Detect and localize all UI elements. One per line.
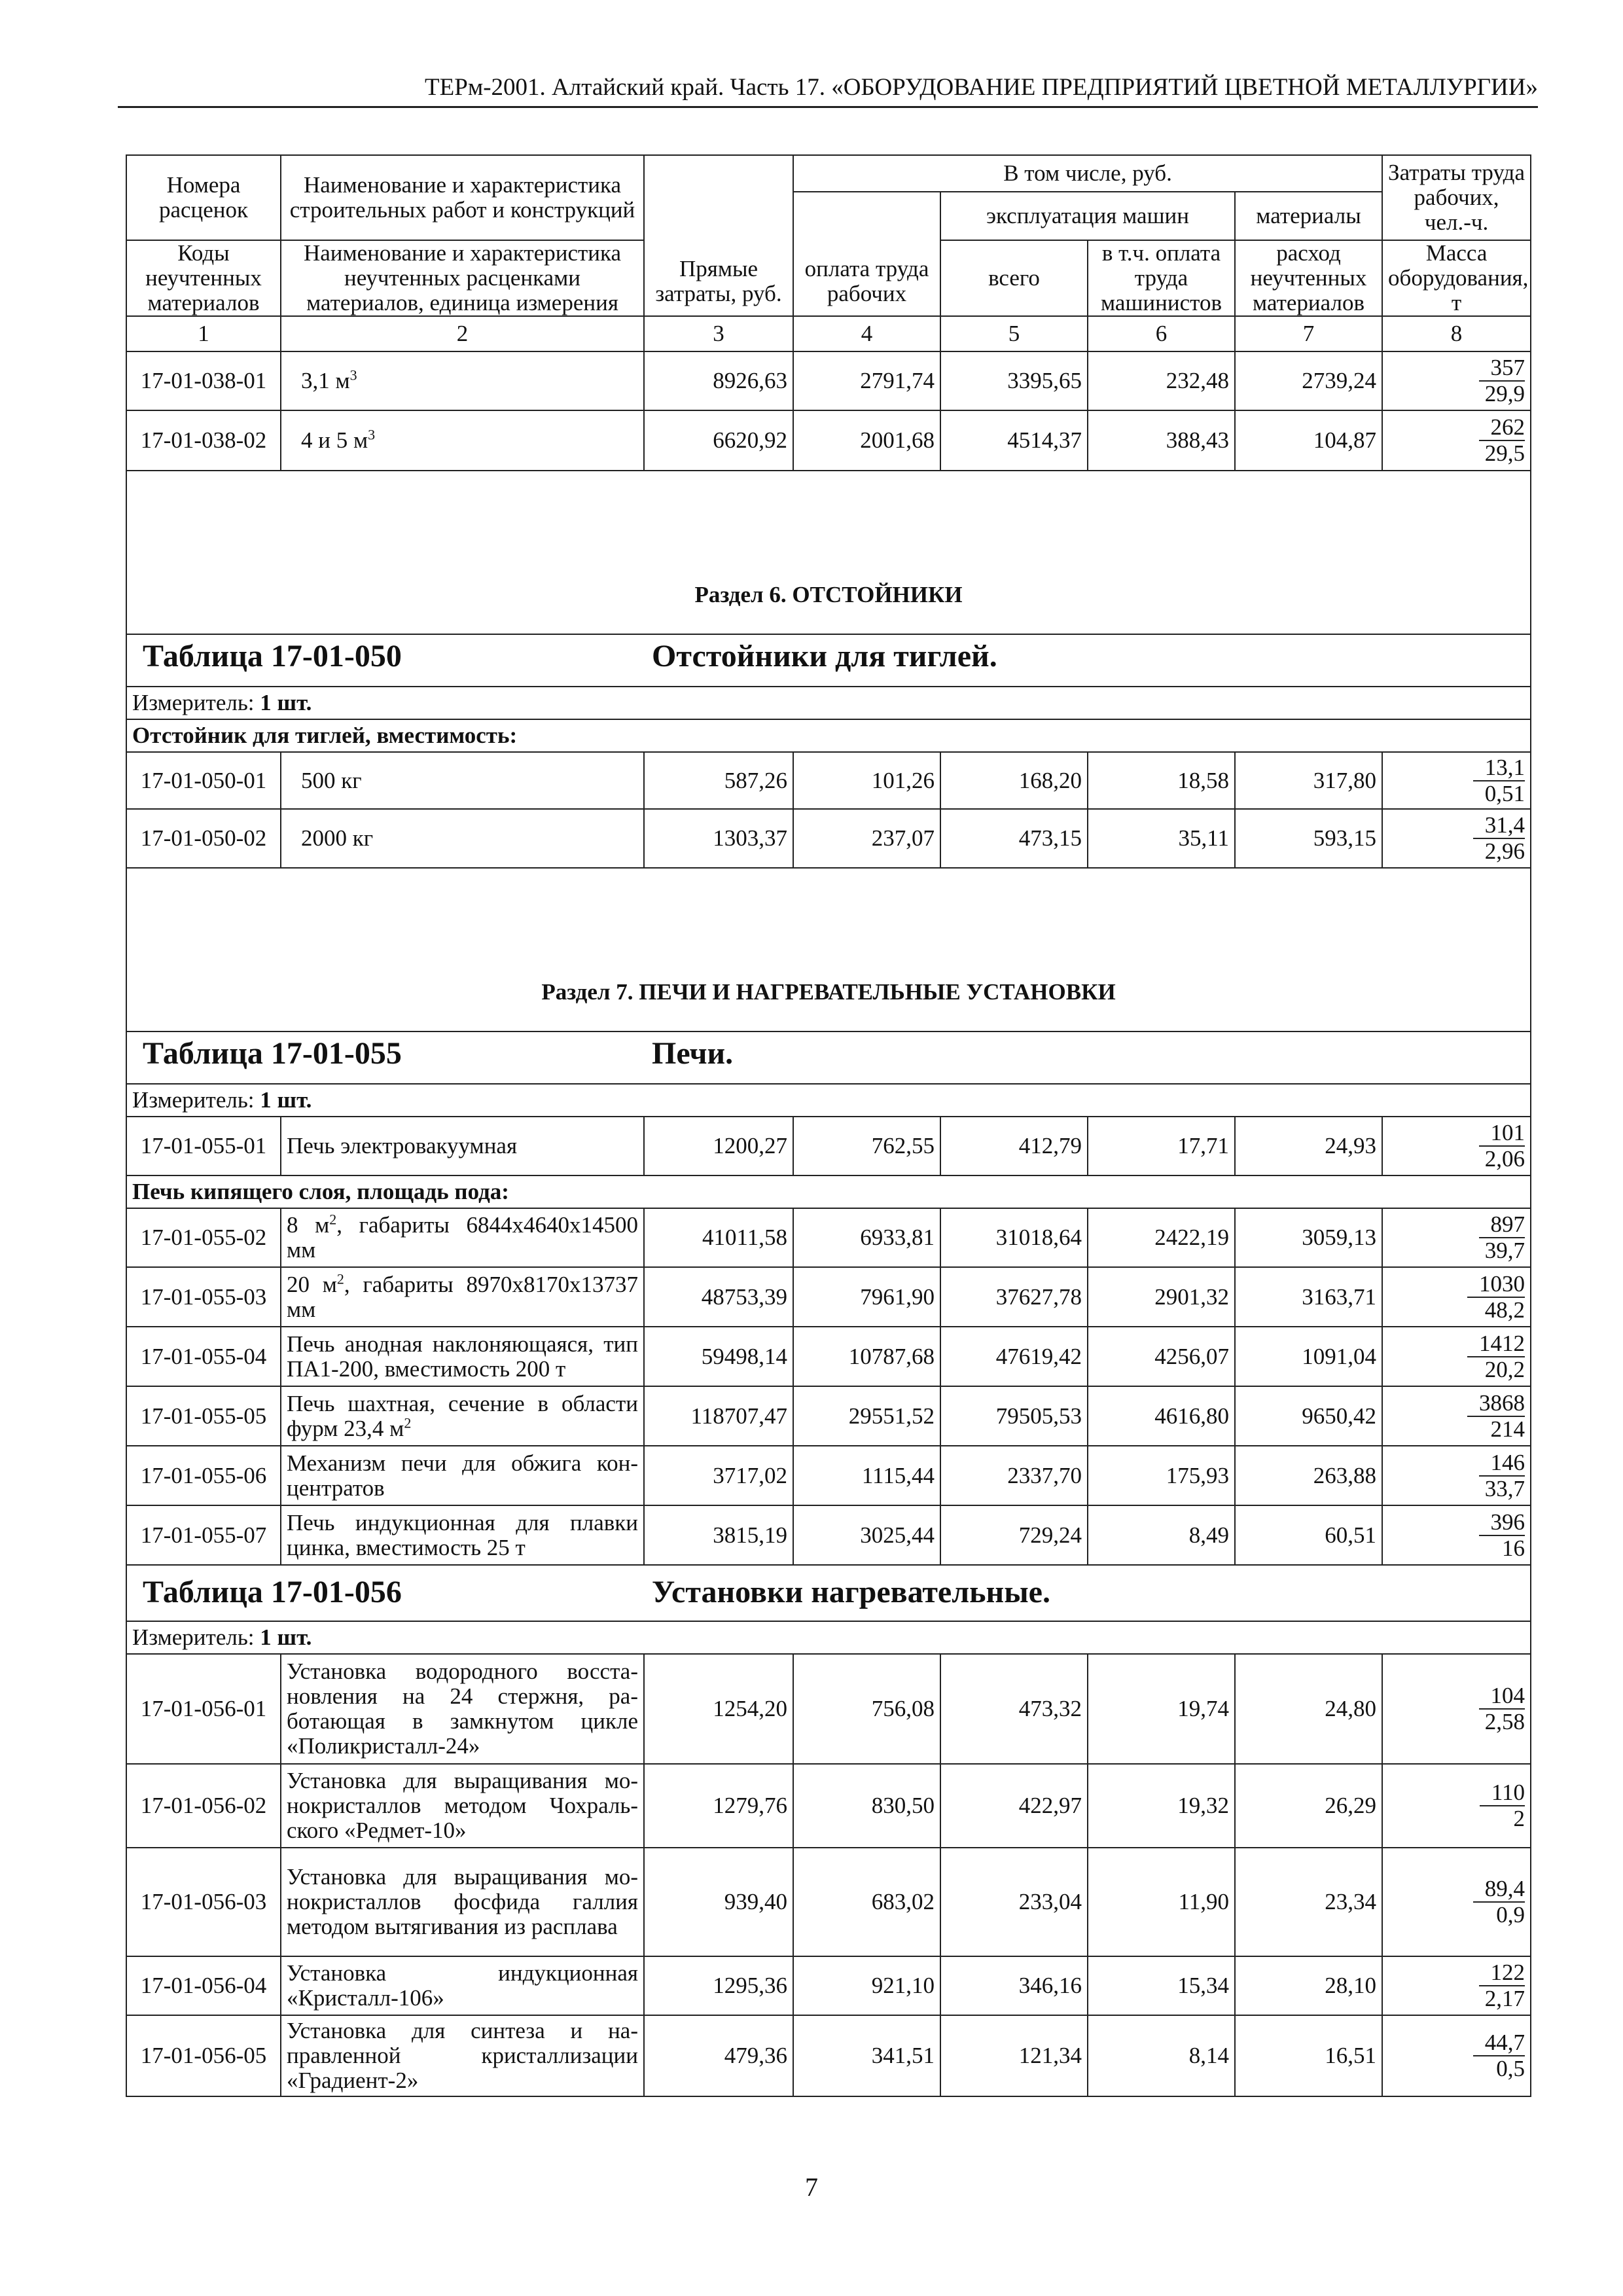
row-machines: 79505,53 xyxy=(940,1386,1088,1446)
row-labor-mass: $\frac{146}{33,7}$ xyxy=(1382,1446,1531,1505)
row-labor: 237,07 xyxy=(793,809,940,868)
col-num: 2 xyxy=(281,316,644,351)
row-direct: 939,40 xyxy=(644,1848,793,1956)
row-machinists: 175,93 xyxy=(1088,1446,1235,1505)
row-code: 17-01-056-01 xyxy=(126,1654,281,1764)
th-code-2: Коды неучтенных материалов xyxy=(126,240,281,316)
row-machines: 37627,78 xyxy=(940,1267,1088,1327)
row-machines: 3395,65 xyxy=(940,351,1088,410)
row-code: 17-01-055-02 xyxy=(126,1208,281,1267)
row-machinists: 2901,32 xyxy=(1088,1267,1235,1327)
column-numbers-row xyxy=(126,316,1531,351)
row-machines: 47619,42 xyxy=(940,1327,1088,1386)
th-machinists: в т.ч. оплата труда машинистов xyxy=(1088,240,1235,316)
row-code: 17-01-055-03 xyxy=(126,1267,281,1327)
row-code: 17-01-056-02 xyxy=(126,1764,281,1848)
table-row xyxy=(126,1446,1531,1505)
row-labor-mass: $\frac{110}{2}$ xyxy=(1382,1764,1531,1848)
row-code: 17-01-055-04 xyxy=(126,1327,281,1386)
row-machines: 233,04 xyxy=(940,1848,1088,1956)
page-number: 7 xyxy=(805,2172,818,2202)
row-name: Установка индукционная «Кристалл-106» xyxy=(281,1956,644,2015)
row-labor: 830,50 xyxy=(793,1764,940,1848)
table-056-title: Таблица 17-01-056 xyxy=(143,1575,402,1609)
table-row xyxy=(126,1327,1531,1386)
row-materials: 23,34 xyxy=(1235,1848,1382,1956)
row-machinists: 17,71 xyxy=(1088,1117,1235,1175)
th-mass: Масса оборудования, т xyxy=(1382,240,1531,316)
row-direct: 3717,02 xyxy=(644,1446,793,1505)
th-name-2: Наименование и характеристика неучтенных расценками материалов, единица измерения xyxy=(281,240,644,316)
table-055-group: Печь кипящего слоя, площадь пода: xyxy=(126,1175,1531,1208)
row-code: 17-01-056-04 xyxy=(126,1956,281,2015)
row-direct: 48753,39 xyxy=(644,1267,793,1327)
row-machinists: 4616,80 xyxy=(1088,1386,1235,1446)
row-code: 17-01-055-06 xyxy=(126,1446,281,1505)
row-direct: 8926,63 xyxy=(644,351,793,410)
row-machinists: 15,34 xyxy=(1088,1956,1235,2015)
row-labor: 1115,44 xyxy=(793,1446,940,1505)
row-labor-mass: $\frac{44,7}{0,5}$ xyxy=(1382,2015,1531,2096)
row-machinists: 8,49 xyxy=(1088,1505,1235,1565)
row-machinists: 2422,19 xyxy=(1088,1208,1235,1267)
row-name: Установка для выращивания монокристаллов фосфида галлия методом вытягивания из расплава xyxy=(281,1848,644,1956)
row-machines: 168,20 xyxy=(940,752,1088,809)
th-direct: Прямые затраты, руб. xyxy=(644,155,793,316)
row-name: Установка для выращивания монокристаллов методом Чохральского «Редмет-10» xyxy=(281,1764,644,1848)
row-materials: 24,80 xyxy=(1235,1654,1382,1764)
table-row xyxy=(126,752,1531,809)
row-name: Установка водородного восстановления на 24 стержня, работающая в замкнутом цикле «Поликристалл-24» xyxy=(281,1654,644,1764)
row-code: 17-01-055-05 xyxy=(126,1386,281,1446)
row-labor-mass: $\frac{396}{16}$ xyxy=(1382,1505,1531,1565)
row-machinists: 11,90 xyxy=(1088,1848,1235,1956)
row-labor-mass: $\frac{897}{39,7}$ xyxy=(1382,1208,1531,1267)
row-machines: 729,24 xyxy=(940,1505,1088,1565)
page-header xyxy=(118,72,1538,108)
row-machines: 473,15 xyxy=(940,809,1088,868)
col-num: 5 xyxy=(940,316,1088,351)
table-055-measure: Измеритель: 1 шт. xyxy=(126,1084,1531,1117)
row-machinists: 388,43 xyxy=(1088,410,1235,471)
table-055-title: Таблица 17-01-055 xyxy=(143,1036,402,1071)
table-row xyxy=(126,809,1531,868)
row-labor: 6933,81 xyxy=(793,1208,940,1267)
row-name: 8 $м^2$, габариты 6844х4640х14500 мм xyxy=(281,1208,644,1267)
row-materials: 263,88 xyxy=(1235,1446,1382,1505)
row-labor-mass: $\frac{1030}{48,2}$ xyxy=(1382,1267,1531,1327)
table-056-measure: Измеритель: 1 шт. xyxy=(126,1621,1531,1654)
row-labor-mass: $\frac{122}{2,17}$ xyxy=(1382,1956,1531,2015)
th-name-1: Наименование и характеристика строительных работ и конструкций xyxy=(281,155,644,240)
col-num: 4 xyxy=(793,316,940,351)
row-materials: 3059,13 xyxy=(1235,1208,1382,1267)
table-row xyxy=(126,1386,1531,1446)
row-machinists: 35,11 xyxy=(1088,809,1235,868)
table-row xyxy=(126,1764,1531,1848)
table-050-header xyxy=(126,634,1531,687)
row-code: 17-01-050-01 xyxy=(126,752,281,809)
section-6-title: Раздел 6. ОТСТОЙНИКИ xyxy=(126,471,1531,634)
row-labor: 341,51 xyxy=(793,2015,940,2096)
row-name: 500 кг xyxy=(281,752,644,809)
row-machines: 422,97 xyxy=(940,1764,1088,1848)
row-code: 17-01-050-02 xyxy=(126,809,281,868)
row-machinists: 19,32 xyxy=(1088,1764,1235,1848)
row-code: 17-01-038-02 xyxy=(126,410,281,471)
table-row xyxy=(126,351,1531,410)
row-materials: 1091,04 xyxy=(1235,1327,1382,1386)
col-num: 7 xyxy=(1235,316,1382,351)
table-row xyxy=(126,1956,1531,2015)
th-labor: оплата труда рабочих xyxy=(793,192,940,316)
row-labor-mass: $\frac{101}{2,06}$ xyxy=(1382,1117,1531,1175)
row-name: 20 $м^2$, габариты 8970х8170х13737 мм xyxy=(281,1267,644,1327)
row-machines: 4514,37 xyxy=(940,410,1088,471)
row-labor: 7961,90 xyxy=(793,1267,940,1327)
th-materials: материалы xyxy=(1235,192,1382,240)
table-row xyxy=(126,1848,1531,1956)
row-code: 17-01-056-03 xyxy=(126,1848,281,1956)
th-labor-cost: Затраты труда рабочих, чел.-ч. xyxy=(1382,155,1531,240)
table-row xyxy=(126,1117,1531,1175)
row-name: 4 и 5 $м^3$ xyxy=(281,410,644,471)
row-labor-mass: $\frac{13,1}{0,51}$ xyxy=(1382,752,1531,809)
row-materials: 317,80 xyxy=(1235,752,1382,809)
row-materials: 3163,71 xyxy=(1235,1267,1382,1327)
row-materials: 26,29 xyxy=(1235,1764,1382,1848)
price-table xyxy=(126,154,1531,2097)
row-machinists: 4256,07 xyxy=(1088,1327,1235,1386)
row-direct: 479,36 xyxy=(644,2015,793,2096)
row-direct: 41011,58 xyxy=(644,1208,793,1267)
th-code-1: Номера расценок xyxy=(126,155,281,240)
row-direct: 59498,14 xyxy=(644,1327,793,1386)
row-materials: 104,87 xyxy=(1235,410,1382,471)
row-name: 3,1 $м^3$ xyxy=(281,351,644,410)
row-code: 17-01-056-05 xyxy=(126,2015,281,2096)
row-machines: 412,79 xyxy=(940,1117,1088,1175)
row-labor-mass: $\frac{31,4}{2,96}$ xyxy=(1382,809,1531,868)
row-name: Печь шахтная, сечение в области фурм 23,4 $м^2$ xyxy=(281,1386,644,1446)
row-direct: 587,26 xyxy=(644,752,793,809)
row-labor: 29551,52 xyxy=(793,1386,940,1446)
row-name: 2000 кг xyxy=(281,809,644,868)
row-machinists: 232,48 xyxy=(1088,351,1235,410)
section-7-title: Раздел 7. ПЕЧИ И НАГРЕВАТЕЛЬНЫЕ УСТАНОВКИ xyxy=(126,868,1531,1031)
table-056-header xyxy=(126,1565,1531,1621)
row-code: 17-01-038-01 xyxy=(126,351,281,410)
col-num: 1 xyxy=(126,316,281,351)
table-056-caption: Установки нагревательные. xyxy=(652,1575,1050,1609)
row-direct: 1279,76 xyxy=(644,1764,793,1848)
row-machinists: 18,58 xyxy=(1088,752,1235,809)
table-row xyxy=(126,1654,1531,1764)
row-machines: 346,16 xyxy=(940,1956,1088,2015)
row-machines: 31018,64 xyxy=(940,1208,1088,1267)
row-labor: 756,08 xyxy=(793,1654,940,1764)
row-materials: 593,15 xyxy=(1235,809,1382,868)
col-num: 3 xyxy=(644,316,793,351)
table-050-caption: Отстойники для тиглей. xyxy=(652,639,997,673)
table-row xyxy=(126,1267,1531,1327)
row-name: Печь анодная наклоняющаяся, тип ПА1-200, вместимость 200 т xyxy=(281,1327,644,1386)
row-direct: 1254,20 xyxy=(644,1654,793,1764)
row-machines: 121,34 xyxy=(940,2015,1088,2096)
table-row xyxy=(126,1505,1531,1565)
row-machines: 473,32 xyxy=(940,1654,1088,1764)
row-direct: 1295,36 xyxy=(644,1956,793,2015)
row-labor-mass: $\frac{3868}{214}$ xyxy=(1382,1386,1531,1446)
th-incl: В том числе, руб. xyxy=(793,155,1382,192)
row-labor-mass: $\frac{104}{2,58}$ xyxy=(1382,1654,1531,1764)
table-050-measure: Измеритель: 1 шт. xyxy=(126,687,1531,719)
row-labor-mass: $\frac{357}{29,9}$ xyxy=(1382,351,1531,410)
row-name: Механизм печи для обжига концентратов xyxy=(281,1446,644,1505)
table-050-group: Отстойник для тиглей, вместимость: xyxy=(126,719,1531,752)
col-num: 8 xyxy=(1382,316,1531,351)
row-labor-mass: $\frac{89,4}{0,9}$ xyxy=(1382,1848,1531,1956)
th-materials-2: расход неучтенных материалов xyxy=(1235,240,1382,316)
row-materials: 2739,24 xyxy=(1235,351,1382,410)
row-materials: 9650,42 xyxy=(1235,1386,1382,1446)
th-machines-total: всего xyxy=(940,240,1088,316)
row-labor: 683,02 xyxy=(793,1848,940,1956)
row-direct: 1200,27 xyxy=(644,1117,793,1175)
table-row xyxy=(126,1208,1531,1267)
row-machines: 2337,70 xyxy=(940,1446,1088,1505)
row-code: 17-01-055-07 xyxy=(126,1505,281,1565)
table-050-title: Таблица 17-01-050 xyxy=(143,639,402,673)
row-labor: 3025,44 xyxy=(793,1505,940,1565)
table-055-caption: Печи. xyxy=(652,1036,734,1071)
row-labor: 2791,74 xyxy=(793,351,940,410)
row-direct: 118707,47 xyxy=(644,1386,793,1446)
row-labor-mass: $\frac{262}{29,5}$ xyxy=(1382,410,1531,471)
row-materials: 28,10 xyxy=(1235,1956,1382,2015)
row-machinists: 19,74 xyxy=(1088,1654,1235,1764)
row-labor: 10787,68 xyxy=(793,1327,940,1386)
row-materials: 16,51 xyxy=(1235,2015,1382,2096)
row-machinists: 8,14 xyxy=(1088,2015,1235,2096)
row-code: 17-01-055-01 xyxy=(126,1117,281,1175)
row-direct: 3815,19 xyxy=(644,1505,793,1565)
col-num: 6 xyxy=(1088,316,1235,351)
document-title: ТЕРм-2001. Алтайский край. Часть 17. «ОБОРУДОВАНИЕ ПРЕДПРИЯТИЙ ЦВЕТНОЙ МЕТАЛЛУРГИИ» xyxy=(425,74,1538,101)
row-direct: 6620,92 xyxy=(644,410,793,471)
row-name: Печь электровакуумная xyxy=(281,1117,644,1175)
table-055-header xyxy=(126,1031,1531,1084)
row-labor: 101,26 xyxy=(793,752,940,809)
row-materials: 60,51 xyxy=(1235,1505,1382,1565)
row-direct: 1303,37 xyxy=(644,809,793,868)
row-labor: 2001,68 xyxy=(793,410,940,471)
th-machines: эксплуатация машин xyxy=(940,192,1235,240)
table-row xyxy=(126,2015,1531,2096)
row-labor-mass: $\frac{1412}{20,2}$ xyxy=(1382,1327,1531,1386)
row-name: Печь индукционная для плавки цинка, вместимость 25 т xyxy=(281,1505,644,1565)
row-materials: 24,93 xyxy=(1235,1117,1382,1175)
row-labor: 921,10 xyxy=(793,1956,940,2015)
row-labor: 762,55 xyxy=(793,1117,940,1175)
table-row xyxy=(126,410,1531,471)
row-name: Установка для синтеза и направленной кристаллизации «Градиент-2» xyxy=(281,2015,644,2096)
